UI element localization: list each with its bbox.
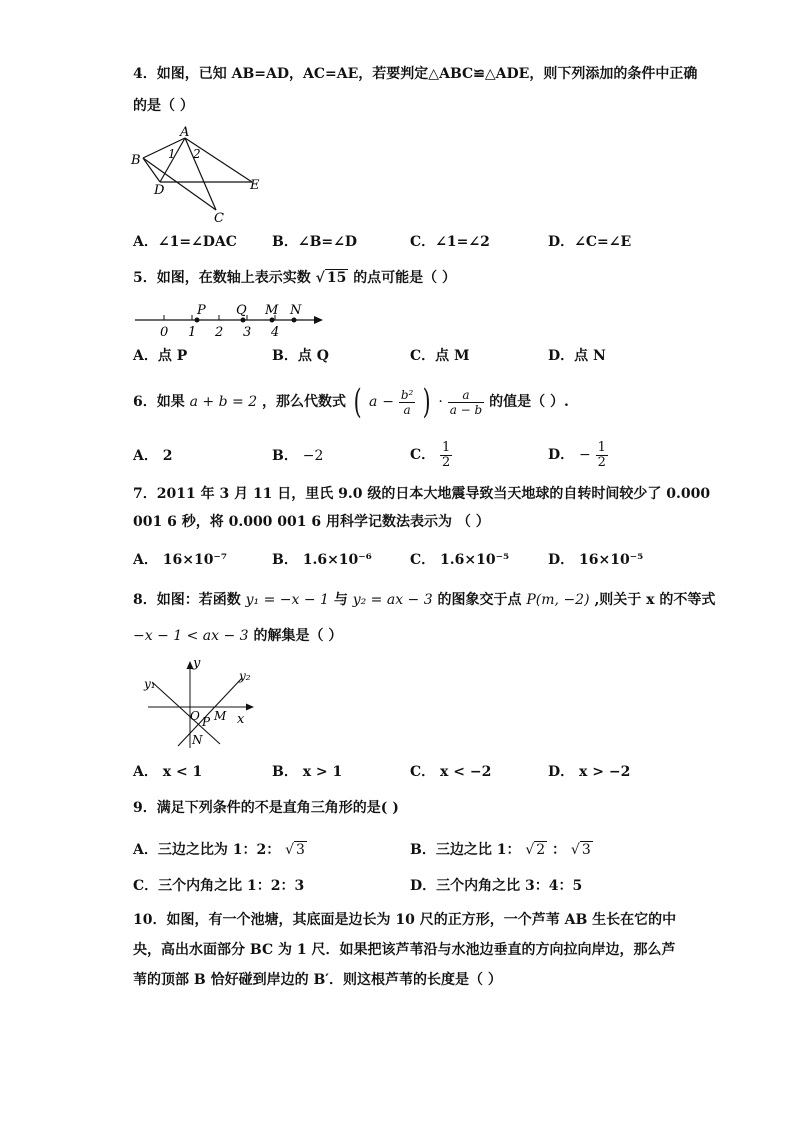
q8-line1-post: 的图象交于点 <box>437 592 522 608</box>
q5-tick-0: 0 <box>160 325 169 340</box>
q8-label-n: N <box>192 733 203 747</box>
q7-option-d[interactable]: D． 16×10⁻⁵ <box>548 552 644 568</box>
q6-right-paren: ) <box>422 382 431 422</box>
q9-option-a-text: A．三边之比为 1：2： <box>133 842 281 858</box>
q6-dot: · <box>438 394 443 410</box>
q4-label-b: B <box>131 153 141 168</box>
q10-line3: 苇的顶部 B 恰好碰到岸边的 B′．则这根芦苇的长度是（ ） <box>133 972 502 988</box>
q5-point-n: N <box>290 303 302 318</box>
q8-label-y1: y₁ <box>144 677 156 691</box>
q9-option-b-radicand2: 3 <box>581 842 591 858</box>
q5-option-a[interactable]: A．点 P <box>133 348 188 364</box>
q5-stem-post: 的点可能是（ ） <box>353 270 457 286</box>
q8-label-m: M <box>214 709 227 723</box>
q9-option-c[interactable]: C．三个内角之比 1：2：3 <box>133 878 305 894</box>
q10-line1: 10．如图，有一个池塘，其底面是边长为 10 尺的正方形，一个芦苇 AB 生长在它的中 <box>133 912 677 928</box>
q6-option-c-label: C． <box>410 447 436 463</box>
q5-radicand: 15 <box>326 270 347 286</box>
q6-option-b-label: B． <box>272 448 298 464</box>
q6-frac-a-over-amb <box>448 388 485 417</box>
q6-frac-b2-over-a <box>399 388 416 417</box>
q7-line1: 7．2011 年 3 月 11 日，里氏 9.0 级的日本大地震导致当天地球的自转时间较少了 0.000 <box>133 486 711 502</box>
q6-option-a-value: 2 <box>162 448 173 464</box>
q6-option-d-sign: − <box>579 447 591 463</box>
q9-option-b-sep: ： <box>552 842 567 858</box>
q5-option-d[interactable]: D．点 N <box>548 348 606 364</box>
q9-option-a-sqrt: √ 3 <box>285 842 305 858</box>
q4-label-d: D <box>154 183 165 198</box>
q6-option-d-num: 1 <box>597 439 606 455</box>
q4-option-b[interactable]: B．∠B=∠D <box>272 234 357 250</box>
q6-option-d-label: D． <box>548 447 575 463</box>
q8-function-1: y₁ = −x − 1 <box>245 592 329 608</box>
q10-line2: 央，高出水面部分 BC 为 1 尺．如果把该芦苇沿与水池边垂直的方向拉向岸边，那么芦 <box>133 942 676 958</box>
q6-option-c-num: 1 <box>442 439 451 455</box>
q8-function-graph <box>140 652 260 750</box>
q8-inequality: −x − 1 < ax − 3 <box>133 628 249 644</box>
q6-option-d[interactable] <box>548 437 608 473</box>
q9-option-b-sqrt2: √ 3 <box>570 842 591 858</box>
q6-stem-mid: ，那么代数式 <box>261 394 346 410</box>
q5-stem <box>133 268 456 288</box>
q7-option-c[interactable]: C． 1.6×10⁻⁵ <box>410 552 510 568</box>
q6-option-a-label: A． <box>133 448 158 464</box>
q7-line2: 001 6 秒，将 0.000 001 6 用科学记数法表示为 （ ） <box>133 514 490 530</box>
q5-point-q: Q <box>236 303 247 318</box>
q5-point-m: M <box>265 303 279 318</box>
q7-option-a[interactable]: A． 16×10⁻⁷ <box>133 552 227 568</box>
q5-tick-2: 2 <box>215 325 224 340</box>
q5-sqrt: √ 15 <box>315 270 347 286</box>
q4-option-d[interactable]: D．∠C=∠E <box>548 234 632 250</box>
q6-frac1-den: a <box>403 402 411 417</box>
q6-option-d-frac <box>596 441 608 470</box>
q9-option-d[interactable]: D．三个内角之比 3：4：5 <box>410 878 583 894</box>
q5-option-c[interactable]: C．点 M <box>410 348 470 364</box>
q6-condition: a + b = 2 <box>189 394 258 410</box>
q6-option-d-den: 2 <box>597 454 606 470</box>
q8-label-x: x <box>237 712 245 727</box>
q4-angle-2: 2 <box>193 147 201 161</box>
q8-label-p: P <box>202 715 211 729</box>
q9-option-b-radicand1: 2 <box>536 842 546 858</box>
q8-option-d[interactable]: D． x > −2 <box>548 764 631 780</box>
q8-line1 <box>133 590 715 610</box>
q6-frac2-den: a − b <box>449 402 483 417</box>
q9-stem: 9．满足下列条件的不是直角三角形的是( ) <box>133 800 399 816</box>
q6-left-paren: ( <box>353 382 362 422</box>
q8-line1-pre: 8．如图：若函数 <box>133 592 241 608</box>
q6-stem <box>133 384 569 420</box>
q4-angle-1: 1 <box>168 147 176 161</box>
q6-option-a[interactable] <box>133 446 173 466</box>
q4-line2: 的是（ ） <box>133 98 194 114</box>
q6-option-b[interactable] <box>272 446 323 466</box>
q4-option-c[interactable]: C．∠1=∠2 <box>410 234 490 250</box>
q6-minus: − <box>382 394 394 410</box>
q5-tick-3: 3 <box>243 325 252 340</box>
q8-function-2: y₂ = ax − 3 <box>352 592 433 608</box>
q7-option-b[interactable]: B． 1.6×10⁻⁶ <box>272 552 372 568</box>
q6-stem-pre: 6．如果 <box>133 394 185 410</box>
q8-point: P(m, −2) <box>526 592 590 608</box>
q5-point-p: P <box>197 303 206 318</box>
q5-tick-1: 1 <box>188 325 197 340</box>
q8-label-y: y <box>193 656 201 671</box>
q6-option-c[interactable] <box>410 437 452 473</box>
q4-option-a[interactable]: A．∠1=∠DAC <box>133 234 237 250</box>
q6-frac2-num: a <box>448 388 485 403</box>
q4-triangle-figure <box>128 125 268 226</box>
q6-option-c-frac <box>440 441 452 470</box>
q9-option-a[interactable] <box>133 840 307 860</box>
q8-label-y2: y₂ <box>239 669 251 683</box>
q5-option-b[interactable]: B．点 Q <box>272 348 329 364</box>
q8-label-o: O <box>190 709 200 723</box>
q6-stem-post: 的值是（ ）. <box>489 394 569 410</box>
q9-option-a-radicand: 3 <box>296 842 305 858</box>
q5-stem-pre: 5．如图，在数轴上表示实数 <box>133 270 311 286</box>
q5-number-line <box>133 300 333 342</box>
q4-line1: 4．如图，已知 AB=AD，AC=AE，若要判定△ABC≌△ADE，则下列添加的条件中正确 <box>133 66 698 82</box>
q6-option-b-value: −2 <box>302 448 324 464</box>
q4-label-e: E <box>250 178 260 193</box>
q9-option-b-sqrt1: √ 2 <box>525 842 546 858</box>
q8-line2-post: 的解集是（ ） <box>253 628 343 644</box>
q8-line1-mid: 与 <box>333 592 348 608</box>
q6-term-a: a <box>369 394 378 410</box>
q9-option-b[interactable] <box>410 840 593 860</box>
q8-option-a[interactable]: A． x < 1 <box>133 764 203 780</box>
q4-label-c: C <box>214 211 224 226</box>
q8-option-b[interactable]: B． x > 1 <box>272 764 343 780</box>
q5-tick-4: 4 <box>271 325 280 340</box>
q8-line2 <box>133 626 342 646</box>
q4-label-a: A <box>180 125 190 140</box>
q6-frac1-num: b² <box>400 387 414 402</box>
q8-option-c[interactable]: C． x < −2 <box>410 764 492 780</box>
q6-option-c-den: 2 <box>442 454 451 470</box>
q8-line1-tail: ,则关于 x 的不等式 <box>594 592 716 608</box>
q9-option-b-text: B．三边之比 1： <box>410 842 521 858</box>
